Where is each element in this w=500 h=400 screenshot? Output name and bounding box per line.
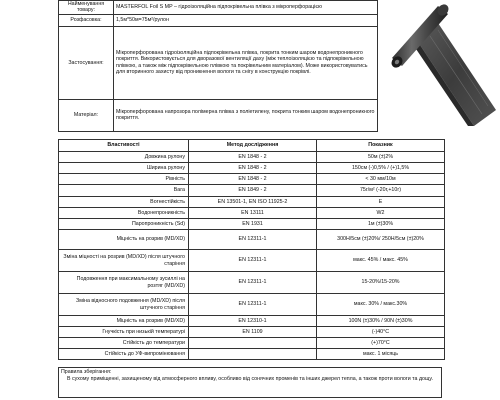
- property-cell: Міцність на розрив (MD/XD): [59, 230, 189, 250]
- table-row: [59, 338, 445, 349]
- method-cell: EN 13501-1, EN ISO 11925-2: [189, 197, 317, 208]
- property-cell: Паропроникність (Sd): [59, 219, 189, 230]
- method-cell: EN 12310-1: [189, 316, 317, 327]
- column-header-property: Властивості: [59, 140, 189, 152]
- product-info-table: [58, 0, 378, 132]
- property-cell: Вогнестійкість: [59, 197, 189, 208]
- info-value: MASTERFOL Foil S MP – гідроізоляційна підпокрівельна плівка з мікроперфорацією: [114, 1, 378, 15]
- storage-note: [58, 367, 442, 398]
- method-cell: EN 12311-1: [189, 272, 317, 294]
- table-row: [59, 185, 445, 197]
- storage-title: Правила зберігання:: [61, 369, 112, 375]
- value-cell: E: [317, 197, 445, 208]
- info-row-name: [59, 1, 378, 15]
- info-value: Мікроперфорована напрозора полімерна плівка з поліетилену, покрита тонким шаром водонепроникного покриття.: [114, 99, 378, 131]
- table-row: [59, 152, 445, 163]
- property-cell: Рівність: [59, 174, 189, 185]
- value-cell: < 30 мм/10м: [317, 174, 445, 185]
- table-header-row: [59, 140, 445, 152]
- info-row-material: [59, 99, 378, 131]
- method-cell: EN 12311-1: [189, 250, 317, 272]
- membrane-roll-image: [378, 2, 500, 127]
- storage-text: В сухому приміщенні, захищеному від атмосферного впливу, особливо від сонячних променів та інших джерел тепла, а також проти вологи та дощу.: [67, 375, 433, 382]
- method-cell: EN 1931: [189, 219, 317, 230]
- table-row: [59, 197, 445, 208]
- table-row: [59, 272, 445, 294]
- method-cell: EN 13111: [189, 208, 317, 219]
- method-cell: EN 12311-1: [189, 294, 317, 316]
- property-cell: Міцність на розрив (MD/XD): [59, 316, 189, 327]
- value-cell: 15-20%/15-20%: [317, 272, 445, 294]
- property-cell: Зміна відносного подовження (MD/XD) після штучного старіння: [59, 294, 189, 316]
- value-cell: 300Н/5см (±)20%/ 250Н/5см (±)20%: [317, 230, 445, 250]
- value-cell: макс. 1 місяць: [317, 349, 445, 360]
- info-label: Матеріал:: [59, 99, 114, 131]
- info-label: Найменування товару:: [59, 1, 114, 15]
- method-cell: EN 1848 - 2: [189, 152, 317, 163]
- table-row: [59, 219, 445, 230]
- value-cell: 150см (-)0,5% / (+)1,5%: [317, 163, 445, 174]
- property-cell: Довжина рулону: [59, 152, 189, 163]
- info-row-application: [59, 26, 378, 99]
- info-label: Розфасовка:: [59, 14, 114, 26]
- column-header-value: Показник: [317, 140, 445, 152]
- property-cell: Ширина рулону: [59, 163, 189, 174]
- property-cell: Зміна міцності на розрив (MD/XD) після штучного старіння: [59, 250, 189, 272]
- property-cell: Водонепроникність: [59, 208, 189, 219]
- table-row: [59, 316, 445, 327]
- info-value: 1,5м*50м=75м²/рулон: [114, 14, 378, 26]
- table-row: [59, 230, 445, 250]
- info-value: Мікроперфорована гідроізоляційна підпокрівельна плівка, покрита тонким шаром водонепроникного покриття. Використовується для дворазової вентиляції даху (між теплоізоляцією та підпокрівельною плівкою, а також між підпокрівельною плівкою та покрівельним матеріалом). Може використовуватись для вторинного захисту від проникнення вологи та снігу в конструкцію покрівлі.: [114, 26, 378, 99]
- value-cell: 50м (±)2%: [317, 152, 445, 163]
- value-cell: 75г/м² (-20г,+10г): [317, 185, 445, 197]
- column-header-method: Метод дослідження: [189, 140, 317, 152]
- value-cell: (+)70°C: [317, 338, 445, 349]
- table-row: [59, 294, 445, 316]
- method-cell: EN 1848 - 2: [189, 174, 317, 185]
- method-cell: [189, 349, 317, 360]
- property-cell: Вага: [59, 185, 189, 197]
- property-cell: Подовження при максимальному зусиллі на розтяг (MD/XD): [59, 272, 189, 294]
- table-row: [59, 208, 445, 219]
- info-label: Застосування:: [59, 26, 114, 99]
- value-cell: (-)40°C: [317, 327, 445, 338]
- property-cell: Стійкість до УФ-випромінювання: [59, 349, 189, 360]
- value-cell: макс. 30% / макс.30%: [317, 294, 445, 316]
- value-cell: W2: [317, 208, 445, 219]
- table-row: [59, 349, 445, 360]
- value-cell: макс. 45% / макс. 45%: [317, 250, 445, 272]
- properties-table: [58, 139, 445, 360]
- table-row: [59, 327, 445, 338]
- value-cell: 1м (±)30%: [317, 219, 445, 230]
- table-row: [59, 163, 445, 174]
- method-cell: EN 1109: [189, 327, 317, 338]
- method-cell: EN 1848 - 2: [189, 163, 317, 174]
- table-row: [59, 174, 445, 185]
- value-cell: 100N (±)30% / 90N (±)30%: [317, 316, 445, 327]
- property-cell: Гнучкість при низькій температурі: [59, 327, 189, 338]
- method-cell: EN 12311-1: [189, 230, 317, 250]
- property-cell: Стійкість до температури: [59, 338, 189, 349]
- method-cell: EN 1849 - 2: [189, 185, 317, 197]
- method-cell: [189, 338, 317, 349]
- table-row: [59, 250, 445, 272]
- info-row-packaging: [59, 14, 378, 26]
